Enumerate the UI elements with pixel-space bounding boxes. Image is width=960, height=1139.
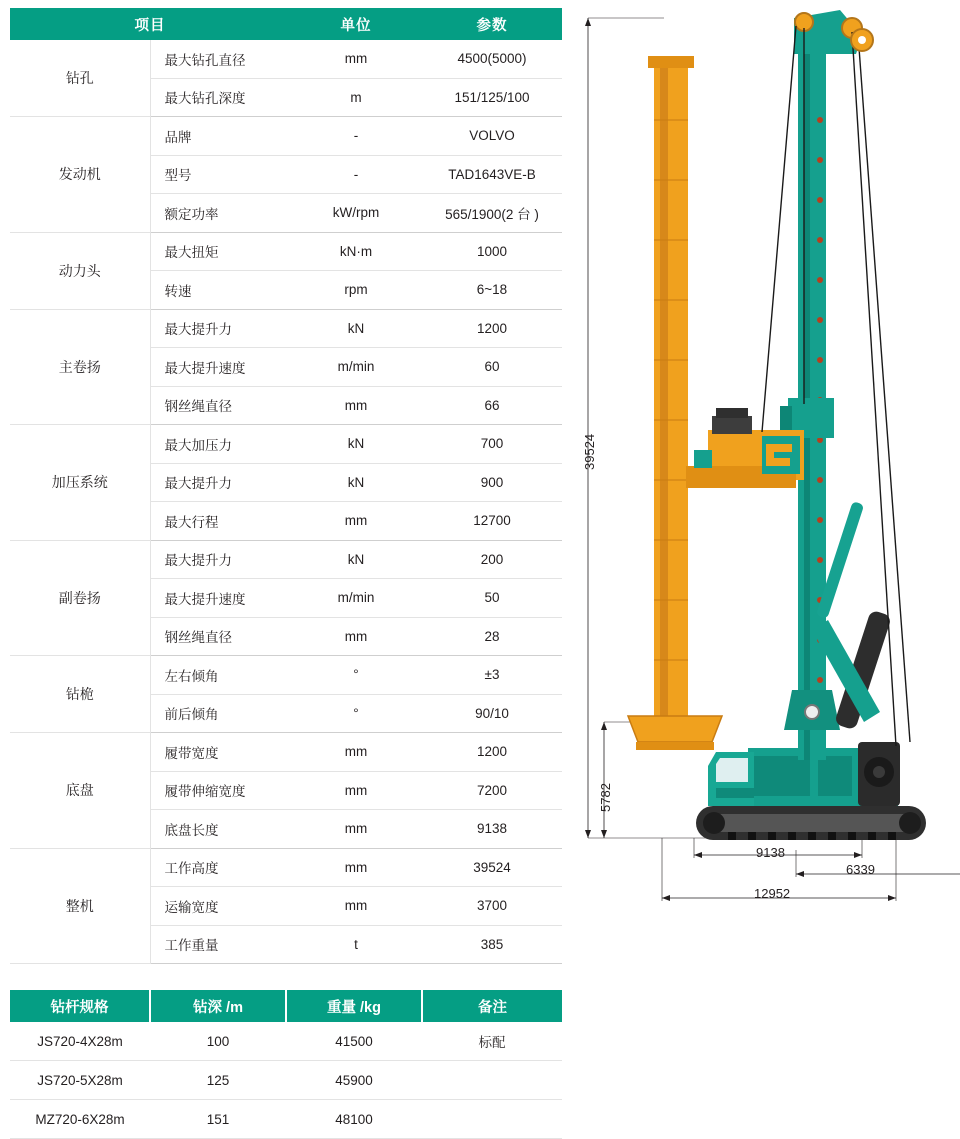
- table-row: [10, 656, 562, 695]
- spec-item-value: 6~18: [422, 271, 562, 310]
- spec-header-item: 项目: [10, 8, 290, 40]
- spec-item-unit: mm: [290, 617, 422, 656]
- rod-header-remark: 备注: [422, 990, 562, 1022]
- spec-group-name: 钻桅: [10, 656, 150, 733]
- spec-item-name: 工作重量: [150, 925, 290, 964]
- spec-item-unit: mm: [290, 502, 422, 541]
- machine-drawing: [566, 0, 960, 930]
- dimension-tail-height-label: 5782: [598, 783, 613, 812]
- spec-item-value: 1200: [422, 733, 562, 772]
- rod-depth: 100: [150, 1022, 286, 1061]
- spec-group-name: 钻孔: [10, 40, 150, 117]
- spec-group-name: 加压系统: [10, 425, 150, 541]
- spec-item-unit: mm: [290, 733, 422, 772]
- spec-item-unit: m: [290, 78, 422, 117]
- spec-item-unit: mm: [290, 386, 422, 425]
- spec-item-name: 工作高度: [150, 848, 290, 887]
- rod-depth: 125: [150, 1061, 286, 1100]
- spec-item-value: 1200: [422, 309, 562, 348]
- table-row: [10, 117, 562, 156]
- rod-header-depth: 钻深 /m: [150, 990, 286, 1022]
- dimension-overall-length-label: 12952: [754, 886, 791, 901]
- spec-item-value: 4500(5000): [422, 40, 562, 78]
- spec-item-value: 39524: [422, 848, 562, 887]
- spec-item-value: 700: [422, 425, 562, 464]
- spec-item-name: 钢丝绳直径: [150, 386, 290, 425]
- spec-item-name: 底盘长度: [150, 810, 290, 849]
- rod-weight: 41500: [286, 1022, 422, 1061]
- spec-item-value: 66: [422, 386, 562, 425]
- spec-item-unit: t: [290, 925, 422, 964]
- spec-item-unit: °: [290, 694, 422, 733]
- spec-item-value: 565/1900(2 台 ): [422, 194, 562, 233]
- rotary-drilling-rig-illustration: [566, 0, 960, 930]
- rod-header-spec: 钻杆规格: [10, 990, 150, 1022]
- spec-item-unit: mm: [290, 40, 422, 78]
- spec-item-unit: kN: [290, 309, 422, 348]
- table-row: [10, 232, 562, 271]
- spec-item-unit: kW/rpm: [290, 194, 422, 233]
- spec-item-name: 履带伸缩宽度: [150, 771, 290, 810]
- drill-rod-table-wrapper: [10, 990, 562, 1139]
- spec-item-name: 最大提升力: [150, 309, 290, 348]
- rod-remark: 标配: [422, 1022, 562, 1061]
- rod-table-header-row: [10, 990, 562, 1022]
- table-row: [10, 40, 562, 78]
- spec-table-header-row: [10, 8, 562, 40]
- spec-item-name: 最大提升力: [150, 463, 290, 502]
- spec-item-value: 151/125/100: [422, 78, 562, 117]
- table-row: [10, 309, 562, 348]
- spec-item-name: 履带宽度: [150, 733, 290, 772]
- spec-item-unit: mm: [290, 887, 422, 926]
- rod-weight: 45900: [286, 1061, 422, 1100]
- spec-item-name: 最大提升力: [150, 540, 290, 579]
- spec-item-unit: mm: [290, 848, 422, 887]
- table-row: [10, 848, 562, 887]
- drill-mast: [780, 10, 862, 760]
- spec-item-name: 型号: [150, 155, 290, 194]
- spec-item-value: 28: [422, 617, 562, 656]
- rod-depth: 151: [150, 1100, 286, 1139]
- spec-item-value: 12700: [422, 502, 562, 541]
- rod-header-weight: 重量 /kg: [286, 990, 422, 1022]
- table-row: [10, 733, 562, 772]
- spec-group-name: 发动机: [10, 117, 150, 233]
- spec-item-unit: rpm: [290, 271, 422, 310]
- spec-item-name: 额定功率: [150, 194, 290, 233]
- spec-item-unit: °: [290, 656, 422, 695]
- rod-remark: [422, 1061, 562, 1100]
- rod-weight: 48100: [286, 1100, 422, 1139]
- spec-group-name: 主卷扬: [10, 309, 150, 425]
- spec-item-name: 最大加压力: [150, 425, 290, 464]
- kelly-bar: [628, 56, 722, 750]
- spec-item-value: 60: [422, 348, 562, 387]
- spec-item-unit: m/min: [290, 348, 422, 387]
- spec-item-value: 900: [422, 463, 562, 502]
- spec-item-unit: mm: [290, 771, 422, 810]
- dimension-mid-length-label: 6339: [846, 862, 875, 877]
- spec-group-name: 动力头: [10, 232, 150, 309]
- spec-item-value: VOLVO: [422, 117, 562, 156]
- spec-item-value: 3700: [422, 887, 562, 926]
- spec-group-name: 底盘: [10, 733, 150, 849]
- spec-item-value: 90/10: [422, 694, 562, 733]
- spec-item-value: 200: [422, 540, 562, 579]
- spec-item-value: 7200: [422, 771, 562, 810]
- spec-header-unit: 单位: [290, 8, 422, 40]
- spec-item-unit: m/min: [290, 579, 422, 618]
- spec-item-name: 最大钻孔直径: [150, 40, 290, 78]
- spec-item-name: 最大提升速度: [150, 579, 290, 618]
- table-row: [10, 1061, 562, 1100]
- spec-group-name: 副卷扬: [10, 540, 150, 656]
- specification-table: [10, 8, 562, 964]
- spec-item-name: 左右倾角: [150, 656, 290, 695]
- spec-item-value: 385: [422, 925, 562, 964]
- spec-item-unit: kN·m: [290, 232, 422, 271]
- spec-item-name: 转速: [150, 271, 290, 310]
- spec-item-value: TAD1643VE-B: [422, 155, 562, 194]
- table-row: [10, 1100, 562, 1139]
- spec-item-name: 前后倾角: [150, 694, 290, 733]
- spec-item-unit: -: [290, 117, 422, 156]
- spec-item-unit: kN: [290, 463, 422, 502]
- spec-item-unit: kN: [290, 425, 422, 464]
- spec-item-value: 9138: [422, 810, 562, 849]
- spec-group-name: 整机: [10, 848, 150, 964]
- spec-item-unit: mm: [290, 810, 422, 849]
- spec-header-value: 参数: [422, 8, 562, 40]
- drill-rod-table: [10, 990, 562, 1139]
- spec-item-value: ±3: [422, 656, 562, 695]
- spec-item-name: 钢丝绳直径: [150, 617, 290, 656]
- table-row: [10, 425, 562, 464]
- rod-spec: JS720-5X28m: [10, 1061, 150, 1100]
- spec-item-value: 1000: [422, 232, 562, 271]
- rod-spec: MZ720-6X28m: [10, 1100, 150, 1139]
- table-row: [10, 540, 562, 579]
- spec-item-name: 最大提升速度: [150, 348, 290, 387]
- dimension-total-height-label: 39524: [582, 433, 597, 470]
- crown-sheave: [851, 29, 873, 51]
- spec-item-unit: kN: [290, 540, 422, 579]
- crawler-track: [696, 806, 926, 840]
- tables-column: [10, 8, 562, 1139]
- dimension-track-length-label: 9138: [756, 845, 785, 860]
- rod-spec: JS720-4X28m: [10, 1022, 150, 1061]
- rod-remark: [422, 1100, 562, 1139]
- spec-item-name: 最大扭矩: [150, 232, 290, 271]
- spec-item-name: 品牌: [150, 117, 290, 156]
- spec-item-value: 50: [422, 579, 562, 618]
- spec-item-name: 最大钻孔深度: [150, 78, 290, 117]
- table-row: [10, 1022, 562, 1061]
- spec-item-name: 运输宽度: [150, 887, 290, 926]
- spec-item-name: 最大行程: [150, 502, 290, 541]
- spec-item-unit: -: [290, 155, 422, 194]
